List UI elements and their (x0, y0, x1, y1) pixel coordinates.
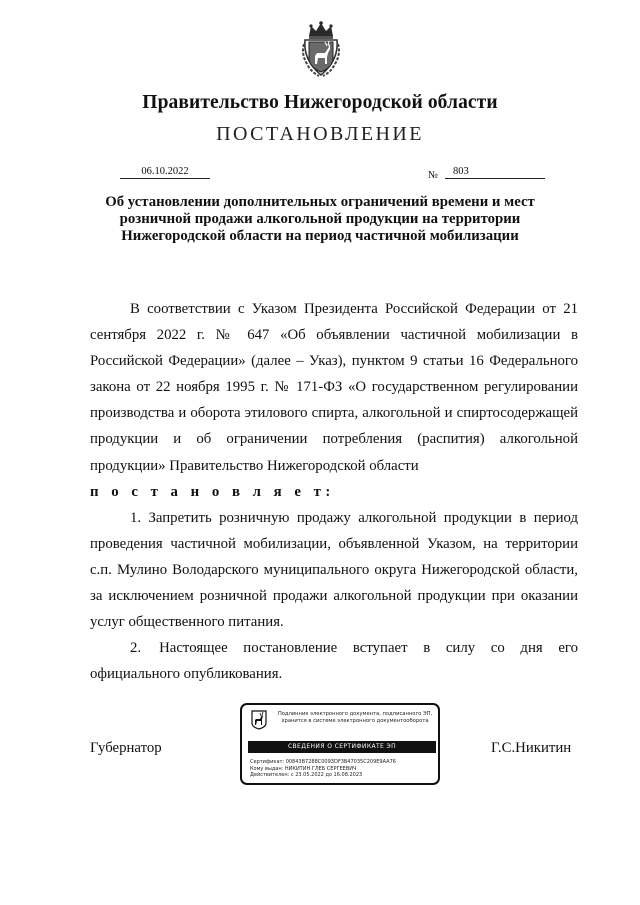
stamp-notice (272, 711, 438, 724)
deer-emblem-icon (251, 710, 267, 730)
decree-word-line (90, 479, 578, 505)
number-sign: № (428, 170, 439, 181)
preamble-paragraph: В соответствии с Указом Президента Российской Федерации от 21 сентября 2022 г. № 647 «Об объявлении частичной мобилизации в Российской Федерации» (далее – Указ), пунктом 9 статьи 16 Федерального закона от 22 ноября 1995 г. № 171-ФЗ «О государственном регулировании производства и оборота этилового спирта, алкогольной и спиртосодержащей продукции и об ограничении потребления (распития) алкогольной продукции» Правительство Нижегородской области (90, 301, 578, 474)
stamp-header: СВЕДЕНИЯ О СЕРТИФИКАТЕ ЭП (248, 741, 436, 753)
stamp-certificate-info (250, 759, 436, 779)
item-2-paragraph (90, 635, 578, 687)
nizhny-novgorod-coat-of-arms-icon (299, 20, 343, 80)
signer-name: Г.С.Никитин (491, 740, 572, 756)
document-subject: Об установлении дополнительных ограничений времени и мест розничной продажи алкогольной продукции на территории Нижегородской области на период частичной мобилизации (105, 194, 535, 244)
stamp-notice-line-1: Подлинник электронного документа, подписанного ЭП, (277, 711, 433, 717)
document-body (90, 296, 578, 687)
item-2-text: Настоящее постановление вступает в силу со дня его официального опубликования. (90, 640, 578, 683)
item-2-number: 2. (130, 640, 142, 657)
document-number: 803 (445, 166, 545, 179)
stamp-owner: Кому выдан: НИКИТИН ГЛЕБ СЕРГЕЕВИЧ (250, 765, 357, 772)
document-type: ПОСТАНОВЛЕНИЕ (216, 123, 424, 145)
stamp-validity: Действителен: с 23.05.2022 до 16.08.2023 (250, 772, 363, 779)
stamp-certificate: Сертификат: 00843B7288C0093DF3B47035C209E9AA76 (250, 759, 396, 765)
government-name: Правительство Нижегородской области (142, 92, 498, 113)
signer-position: Губернатор (90, 740, 162, 756)
electronic-signature-stamp (240, 703, 440, 785)
document-date: 06.10.2022 (120, 166, 210, 179)
item-1-paragraph: 1. Запретить розничную продажу алкогольной продукции в период проведения частичной мобилизации, объявленной Указом, на территории с.п. Мулино Володарского муниципального округа Нижегородской области, за исключением розничной продажи алкогольной продукции при оказании услуг общественного питания. (90, 509, 578, 631)
decree-word: п о с т а н о в л я е т: (90, 483, 335, 500)
stamp-notice-line-2: хранится в системе электронного документооборота (281, 717, 429, 724)
